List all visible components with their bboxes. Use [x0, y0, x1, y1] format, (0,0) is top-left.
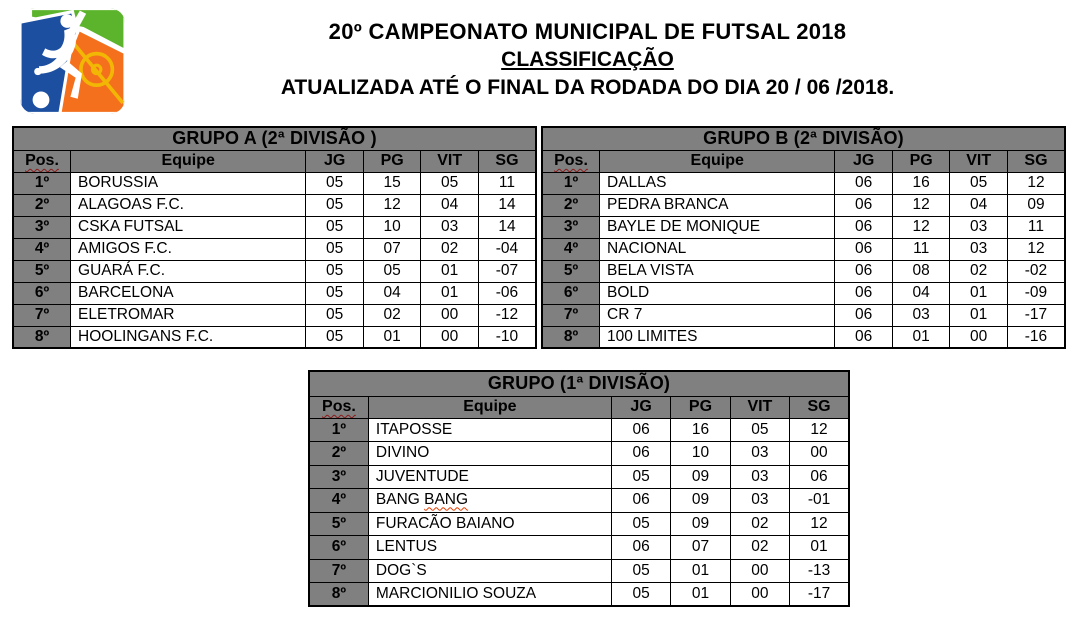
- position-cell: 5º: [309, 512, 368, 536]
- table-row: [542, 282, 1065, 304]
- column-header-equipe: Equipe: [600, 150, 835, 172]
- stat-cell: 01: [421, 282, 479, 304]
- stat-cell: -17: [1007, 304, 1065, 326]
- team-cell: ELETROMAR: [71, 304, 306, 326]
- stat-cell: 06: [835, 172, 893, 194]
- stat-cell: 08: [892, 260, 950, 282]
- table-row: [13, 326, 536, 348]
- table-row: [13, 194, 536, 216]
- position-cell: 1º: [13, 172, 71, 194]
- stat-cell: 03: [950, 238, 1008, 260]
- table-row: [542, 326, 1065, 348]
- table-row: [542, 304, 1065, 326]
- stat-cell: 06: [611, 536, 670, 560]
- spellcheck-flagged-text: Pos.: [322, 398, 356, 415]
- stat-cell: 05: [363, 260, 421, 282]
- column-header-pos: [13, 150, 71, 172]
- table-row: [309, 536, 849, 560]
- position-cell: 1º: [309, 418, 368, 442]
- column-header-pg: PG: [671, 396, 730, 418]
- column-header-vit: VIT: [730, 396, 789, 418]
- position-cell: 4º: [309, 489, 368, 513]
- stat-cell: -06: [478, 282, 536, 304]
- page-subtitle: CLASSIFICAÇÃO: [501, 48, 674, 72]
- group-a-title: GRUPO A (2ª DIVISÃO ): [13, 127, 536, 150]
- position-cell: 2º: [309, 442, 368, 466]
- table-row: [542, 216, 1065, 238]
- team-cell: ALAGOAS F.C.: [71, 194, 306, 216]
- stat-cell: 00: [730, 583, 789, 607]
- team-cell: BOLD: [600, 282, 835, 304]
- team-cell: BANG BANG: [368, 489, 611, 513]
- stat-cell: 00: [421, 326, 479, 348]
- team-cell: ITAPOSSE: [368, 418, 611, 442]
- stat-cell: 05: [611, 583, 670, 607]
- table-row: [13, 238, 536, 260]
- group-b-table: [541, 126, 1066, 349]
- group-title-row: [13, 127, 536, 150]
- team-cell: FURACÃO BAIANO: [368, 512, 611, 536]
- column-header-pg: PG: [363, 150, 421, 172]
- stat-cell: 02: [363, 304, 421, 326]
- stat-cell: 05: [611, 512, 670, 536]
- table-row: [542, 194, 1065, 216]
- stat-cell: 06: [835, 260, 893, 282]
- stat-cell: 14: [478, 194, 536, 216]
- stat-cell: 06: [835, 326, 893, 348]
- team-cell: HOOLINGANS F.C.: [71, 326, 306, 348]
- stat-cell: -09: [1007, 282, 1065, 304]
- column-header-row: [13, 150, 536, 172]
- table-row: [13, 282, 536, 304]
- stat-cell: 03: [730, 465, 789, 489]
- stat-cell: 04: [421, 194, 479, 216]
- stat-cell: -13: [790, 559, 849, 583]
- table-row: [309, 489, 849, 513]
- stat-cell: 01: [363, 326, 421, 348]
- stat-cell: 04: [892, 282, 950, 304]
- team-cell: BORUSSIA: [71, 172, 306, 194]
- first-division-table: [308, 370, 850, 607]
- table-row: [309, 512, 849, 536]
- stat-cell: 04: [363, 282, 421, 304]
- stat-cell: 05: [950, 172, 1008, 194]
- column-header-row: [542, 150, 1065, 172]
- stat-cell: 06: [611, 489, 670, 513]
- position-cell: 2º: [13, 194, 71, 216]
- column-header-sg: SG: [790, 396, 849, 418]
- team-cell: 100 LIMITES: [600, 326, 835, 348]
- team-cell: AMIGOS F.C.: [71, 238, 306, 260]
- page-title: 20º CAMPEONATO MUNICIPAL DE FUTSAL 2018: [328, 19, 847, 44]
- stat-cell: -17: [790, 583, 849, 607]
- position-cell: 3º: [542, 216, 600, 238]
- stat-cell: 03: [950, 216, 1008, 238]
- stat-cell: 16: [671, 418, 730, 442]
- stat-cell: 11: [478, 172, 536, 194]
- table-row: [309, 559, 849, 583]
- stat-cell: -10: [478, 326, 536, 348]
- position-cell: 7º: [542, 304, 600, 326]
- position-cell: 3º: [13, 216, 71, 238]
- stat-cell: 05: [306, 194, 364, 216]
- table-row: [542, 238, 1065, 260]
- position-cell: 6º: [309, 536, 368, 560]
- stat-cell: 12: [892, 194, 950, 216]
- futsal-player-logo: [20, 7, 125, 115]
- team-cell: CR 7: [600, 304, 835, 326]
- column-header-jg: JG: [835, 150, 893, 172]
- stat-cell: 05: [306, 238, 364, 260]
- stat-cell: 05: [611, 465, 670, 489]
- stat-cell: 05: [306, 172, 364, 194]
- group-title-row: [542, 127, 1065, 150]
- stat-cell: 06: [611, 442, 670, 466]
- stat-cell: 06: [611, 418, 670, 442]
- column-header-equipe: Equipe: [71, 150, 306, 172]
- stat-cell: 02: [730, 512, 789, 536]
- column-header-pos: [542, 150, 600, 172]
- stat-cell: 05: [306, 304, 364, 326]
- stat-cell: 10: [671, 442, 730, 466]
- column-header-sg: SG: [478, 150, 536, 172]
- team-cell: DOG`S: [368, 559, 611, 583]
- position-cell: 7º: [13, 304, 71, 326]
- stat-cell: 03: [730, 489, 789, 513]
- stat-cell: 06: [835, 194, 893, 216]
- stat-cell: 00: [421, 304, 479, 326]
- team-cell: LENTUS: [368, 536, 611, 560]
- stat-cell: -16: [1007, 326, 1065, 348]
- table-row: [542, 172, 1065, 194]
- stat-cell: 12: [1007, 238, 1065, 260]
- stat-cell: 02: [421, 238, 479, 260]
- stat-cell: 06: [790, 465, 849, 489]
- second-division-tables: [12, 126, 1083, 349]
- table-row: [309, 465, 849, 489]
- stat-cell: 09: [671, 489, 730, 513]
- stat-cell: 10: [363, 216, 421, 238]
- stat-cell: 02: [730, 536, 789, 560]
- stat-cell: 03: [892, 304, 950, 326]
- position-cell: 2º: [542, 194, 600, 216]
- stat-cell: 12: [892, 216, 950, 238]
- column-header-pos: [309, 396, 368, 418]
- stat-cell: 02: [950, 260, 1008, 282]
- table-row: [309, 583, 849, 607]
- team-cell: NACIONAL: [600, 238, 835, 260]
- position-cell: 8º: [309, 583, 368, 607]
- stat-cell: 09: [671, 512, 730, 536]
- team-cell: BARCELONA: [71, 282, 306, 304]
- position-cell: 6º: [13, 282, 71, 304]
- stat-cell: 00: [730, 559, 789, 583]
- stat-cell: 09: [1007, 194, 1065, 216]
- stat-cell: 01: [790, 536, 849, 560]
- stat-cell: 05: [306, 260, 364, 282]
- group-b-title: GRUPO B (2ª DIVISÃO): [542, 127, 1065, 150]
- column-header-vit: VIT: [950, 150, 1008, 172]
- position-cell: 8º: [542, 326, 600, 348]
- stat-cell: 14: [478, 216, 536, 238]
- column-header-equipe: Equipe: [368, 396, 611, 418]
- position-cell: 7º: [309, 559, 368, 583]
- stat-cell: 01: [671, 583, 730, 607]
- stat-cell: 01: [671, 559, 730, 583]
- update-line: ATUALIZADA ATÉ O FINAL DA RODADA DO DIA 20 / 06 /2018.: [280, 75, 895, 99]
- position-cell: 1º: [542, 172, 600, 194]
- team-cell: DALLAS: [600, 172, 835, 194]
- stat-cell: 05: [611, 559, 670, 583]
- stat-cell: 00: [950, 326, 1008, 348]
- table-row: [309, 442, 849, 466]
- stat-cell: -01: [790, 489, 849, 513]
- spellcheck-flagged-text: BANG: [424, 491, 469, 509]
- position-cell: 4º: [542, 238, 600, 260]
- stat-cell: 07: [363, 238, 421, 260]
- stat-cell: 06: [835, 282, 893, 304]
- table-row: [13, 260, 536, 282]
- stat-cell: 12: [363, 194, 421, 216]
- column-header-row: [309, 396, 849, 418]
- column-header-vit: VIT: [421, 150, 479, 172]
- stat-cell: 09: [671, 465, 730, 489]
- page-header: [0, 0, 1083, 124]
- stat-cell: 06: [835, 304, 893, 326]
- table-row: [13, 172, 536, 194]
- stat-cell: 12: [1007, 172, 1065, 194]
- column-header-jg: JG: [611, 396, 670, 418]
- stat-cell: 05: [730, 418, 789, 442]
- stat-cell: 01: [950, 304, 1008, 326]
- stat-cell: 16: [892, 172, 950, 194]
- stat-cell: 05: [306, 326, 364, 348]
- stat-cell: 00: [790, 442, 849, 466]
- stat-cell: 12: [790, 418, 849, 442]
- stat-cell: -07: [478, 260, 536, 282]
- stat-cell: 11: [892, 238, 950, 260]
- stat-cell: -12: [478, 304, 536, 326]
- heading-block: [92, 0, 1083, 101]
- stat-cell: 05: [306, 282, 364, 304]
- stat-cell: 05: [421, 172, 479, 194]
- group-a-table: [12, 126, 537, 349]
- position-cell: 4º: [13, 238, 71, 260]
- spellcheck-flagged-text: Pos.: [554, 152, 588, 169]
- first-division-title: GRUPO (1ª DIVISÃO): [309, 371, 849, 396]
- spellcheck-flagged-text: Pos.: [25, 152, 59, 169]
- column-header-pg: PG: [892, 150, 950, 172]
- stat-cell: -04: [478, 238, 536, 260]
- table-row: [13, 304, 536, 326]
- team-cell: BAYLE DE MONIQUE: [600, 216, 835, 238]
- team-cell: JUVENTUDE: [368, 465, 611, 489]
- position-cell: 3º: [309, 465, 368, 489]
- team-cell: GUARÁ F.C.: [71, 260, 306, 282]
- logo-ball: [33, 91, 50, 108]
- stat-cell: 06: [835, 216, 893, 238]
- stat-cell: -02: [1007, 260, 1065, 282]
- stat-cell: 06: [835, 238, 893, 260]
- group-title-row: [309, 371, 849, 396]
- position-cell: 6º: [542, 282, 600, 304]
- stat-cell: 01: [421, 260, 479, 282]
- position-cell: 5º: [13, 260, 71, 282]
- team-cell: CSKA FUTSAL: [71, 216, 306, 238]
- table-row: [309, 418, 849, 442]
- first-division-section: [308, 370, 1083, 607]
- stat-cell: 15: [363, 172, 421, 194]
- stat-cell: 03: [421, 216, 479, 238]
- table-row: [542, 260, 1065, 282]
- stat-cell: 04: [950, 194, 1008, 216]
- column-header-sg: SG: [1007, 150, 1065, 172]
- team-cell: DIVINO: [368, 442, 611, 466]
- stat-cell: 11: [1007, 216, 1065, 238]
- team-cell: BELA VISTA: [600, 260, 835, 282]
- stat-cell: 12: [790, 512, 849, 536]
- column-header-jg: JG: [306, 150, 364, 172]
- stat-cell: 05: [306, 216, 364, 238]
- table-row: [13, 216, 536, 238]
- position-cell: 5º: [542, 260, 600, 282]
- stat-cell: 03: [730, 442, 789, 466]
- team-cell: PEDRA BRANCA: [600, 194, 835, 216]
- stat-cell: 01: [892, 326, 950, 348]
- position-cell: 8º: [13, 326, 71, 348]
- stat-cell: 01: [950, 282, 1008, 304]
- stat-cell: 07: [671, 536, 730, 560]
- team-cell: MARCIONILIO SOUZA: [368, 583, 611, 607]
